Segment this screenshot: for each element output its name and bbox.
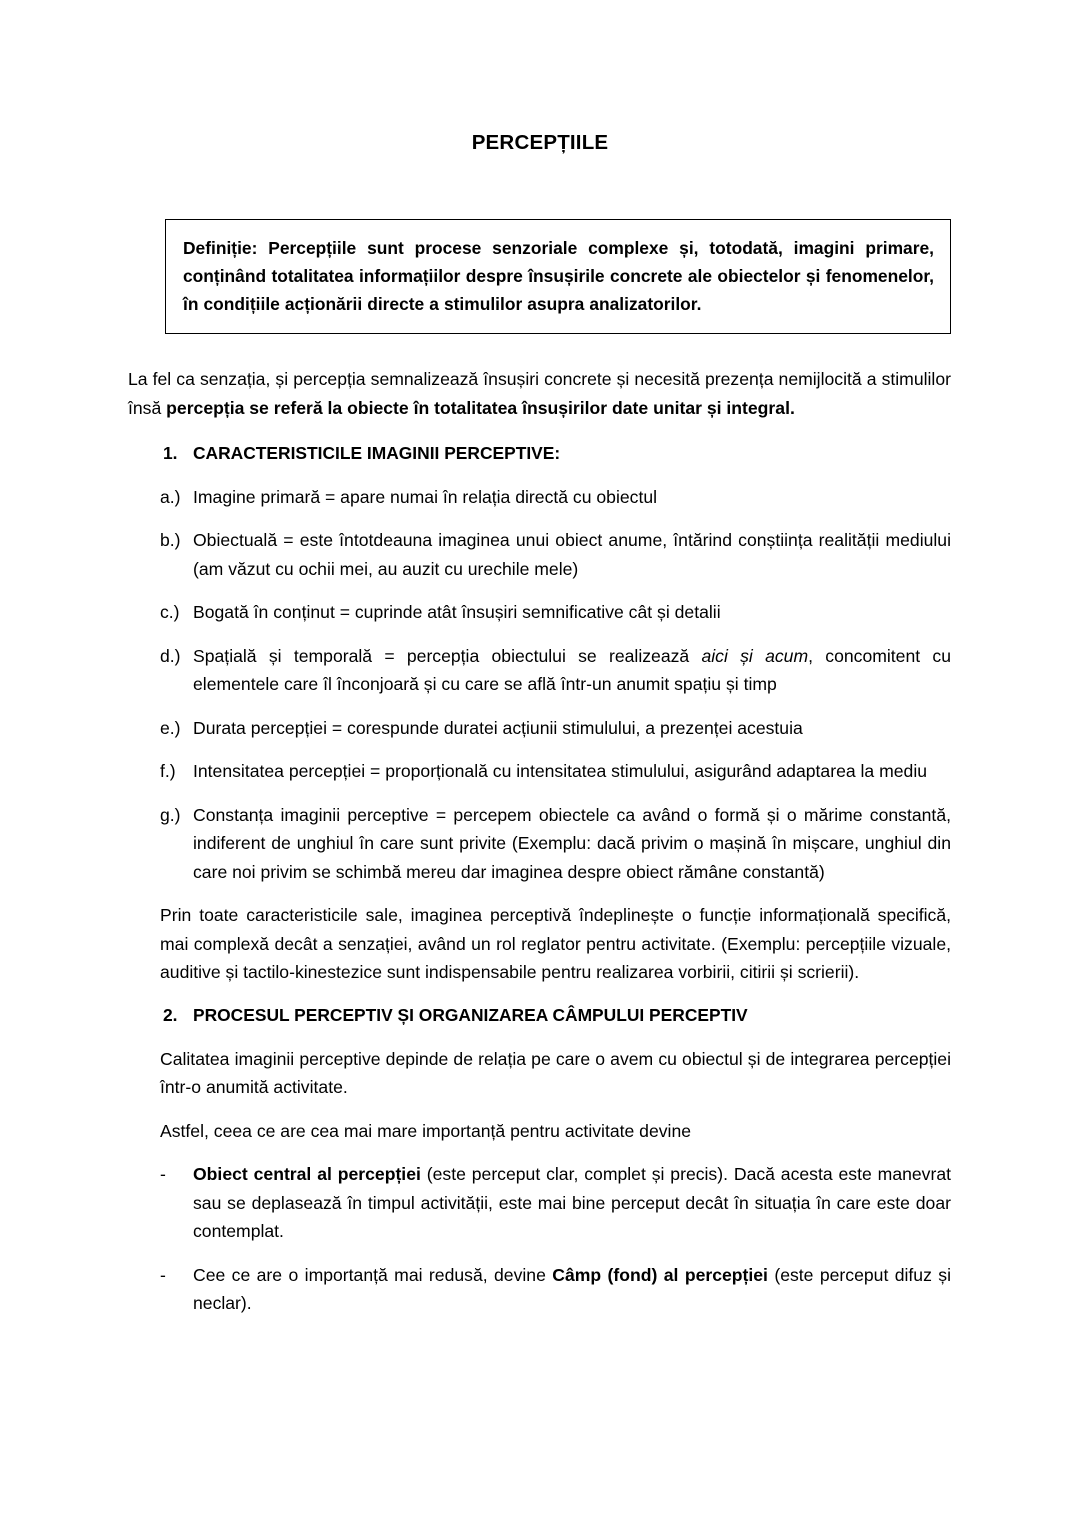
- list-item-text: Bogată în conținut = cuprinde atât însușiri semnificative cât și detalii: [193, 602, 721, 623]
- definition-text: Definiție: Percepțiile sunt procese senzoriale complexe și, totodată, imagini primare, conținând totalitatea informațiilor despre însușirile concrete ale obiectelor și fenomenelor, în condițiile acționării directe a stimulilor asupra analizatorilor.: [183, 238, 934, 315]
- list-item-rest: (este perceput clar, complet și precis). Dacă acesta este manevrat sau se deplasează în timpul activității, este mai bine perceput decât în situația în care este doar contemplat.: [193, 1164, 951, 1242]
- list-item: [160, 483, 951, 512]
- list-item-text: [193, 1261, 951, 1318]
- document-body: [0, 365, 1080, 1318]
- list-item: [160, 801, 951, 887]
- list-item-bold-mid: Câmp (fond) al percepției: [552, 1264, 768, 1285]
- list-item-marker: g.): [160, 804, 181, 825]
- section-1-heading-text: CARACTERISTICILE IMAGINII PERCEPTIVE:: [193, 443, 561, 463]
- list-item-text-before-italic: Spațială și temporală = percepția obiectului se realizează: [193, 645, 702, 666]
- list-item-text: [193, 1160, 951, 1246]
- list-item-text: Constanța imaginii perceptive = percepem obiectele ca având o formă și o mărime constantă, indiferent de unghiul în care sunt privite (Exemplu: dacă privim o mașină în mișcare, unghiul din care noi privim se schimbă mereu dar imaginea despre obiect rămâne constantă): [193, 804, 951, 882]
- intro-paragraph: [128, 365, 951, 422]
- list-item-marker: e.): [160, 717, 181, 738]
- list-item-marker: -: [160, 1164, 166, 1185]
- list-item-marker: d.): [160, 645, 181, 666]
- list-item-rest: (este perceput difuz și neclar).: [193, 1264, 951, 1314]
- list-item: [160, 714, 951, 743]
- list-item-text: Obiectuală = este întotdeauna imaginea unui obiect anume, întărind conștiința realității mediului (am văzut cu ochii mei, au auzit cu urechile mele): [193, 530, 951, 579]
- section-1-heading: [163, 440, 951, 468]
- list-item-marker: -: [160, 1264, 166, 1285]
- list-item-text: [193, 642, 951, 699]
- list-item-marker: c.): [160, 602, 180, 623]
- intro-paragraph-plain: La fel ca senzația, și percepția semnalizează însușiri concrete și necesită prezența nemijlocită a stimulilor însă: [128, 369, 951, 418]
- list-item: [160, 1261, 951, 1318]
- list-item-marker: a.): [160, 486, 181, 507]
- list-item: [160, 1160, 951, 1246]
- list-item-marker: f.): [160, 761, 176, 782]
- section-2-heading-text: PROCESUL PERCEPTIV ȘI ORGANIZAREA CÂMPULUI PERCEPTIV: [193, 1004, 748, 1025]
- list-item-text-after-italic: , concomitent cu elementele care îl înconjoară și cu care se află într-un anumit spațiu și timp: [193, 645, 951, 695]
- list-item-lead: Cee ce are o importanță mai redusă, devine: [193, 1264, 553, 1285]
- list-item: [160, 526, 951, 583]
- list-item-text: Intensitatea percepției = proporțională cu intensitatea stimulului, asigurând adaptarea la mediu: [193, 761, 928, 782]
- list-item-bold-lead: Obiect central al percepției: [193, 1164, 421, 1185]
- page-title: PERCEPȚIILE: [471, 131, 609, 154]
- section-2-paragraph-1: Calitatea imaginii perceptive depinde de relația pe care o avem cu obiectul și de integrarea percepției într-o anumită activitate.: [160, 1048, 951, 1098]
- list-item: [160, 598, 951, 627]
- section-2-heading: [163, 1002, 951, 1030]
- list-item: [160, 757, 951, 786]
- list-item-text: Imagine primară = apare numai în relația directă cu obiectul: [193, 486, 658, 507]
- list-item-marker: b.): [160, 530, 181, 551]
- section-2-paragraph-2: Astfel, ceea ce are cea mai mare importanță pentru activitate devine: [160, 1120, 692, 1141]
- list-item-italic-phrase: aici și acum: [701, 645, 809, 666]
- list-item-text: Durata percepției = corespunde duratei acțiunii stimulului, a prezenței acestuia: [193, 717, 803, 738]
- section-1-closing-paragraph: Prin toate caracteristicile sale, imaginea perceptivă îndeplinește o funcție informațională specifică, mai complexă decât a senzației, având un rol reglator pentru activitate. (Exemplu: percepțiile vizuale, auditive și tactilo-kinestezice sunt indispensabile pentru realizarea vorbirii, citirii și scrierii).: [160, 905, 951, 983]
- definition-box: [165, 219, 951, 334]
- section-1-marker: 1.: [163, 443, 178, 463]
- list-item: [160, 642, 951, 699]
- intro-paragraph-bold: percepția se referă la obiecte în totalitatea însușirilor date unitar și integral.: [166, 397, 795, 418]
- section-2-marker: 2.: [163, 1004, 178, 1025]
